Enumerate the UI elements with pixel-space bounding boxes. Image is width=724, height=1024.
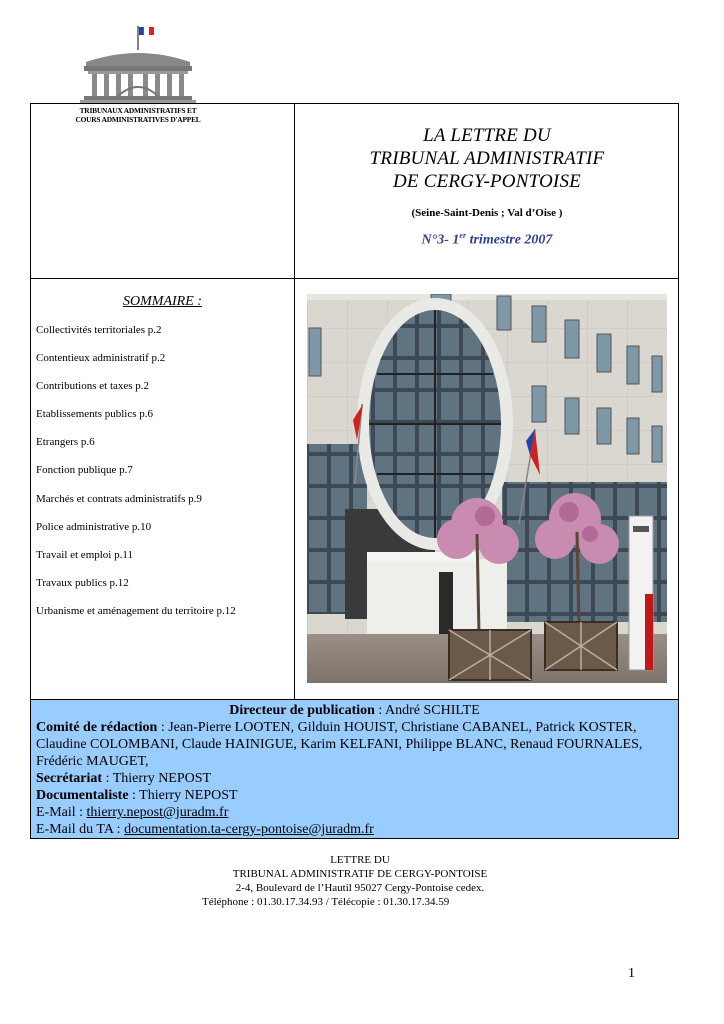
issue-number [295, 231, 679, 249]
toc-item: Contributions et taxes p.2 [36, 380, 150, 393]
table-of-contents [36, 323, 291, 632]
email-link[interactable]: thierry.nepost@juradm.fr [86, 805, 229, 820]
footer-line-1: LETTRE DU [330, 854, 390, 866]
court-building-icon [78, 22, 198, 108]
email-ta-line [36, 821, 673, 838]
toc-item: Travaux publics p.12 [36, 576, 129, 589]
comite-value: : Jean-Pierre LOOTEN, Gilduin HOUIST, Christiane CABANEL, Patrick KOSTER, Claudine COLOMBANI, Claude HAINIGUE, Karim KELFANI, Philippe BLANC, Renaud FOURNALES, Frédéric MAUGET, [36, 720, 643, 769]
departments-subtitle: (Seine-Saint-Denis ; Val d’Oise ) [411, 207, 563, 219]
secretariat-label: Secrétariat [36, 771, 103, 786]
toc-item: Police administrative p.10 [36, 520, 152, 533]
email-label: E-Mail : [36, 805, 87, 820]
sommaire-title: SOMMAIRE : [123, 294, 202, 309]
footer-line-4: Téléphone : 01.30.17.34.93 / Télécopie : 01.30.17.34.59 [202, 896, 450, 908]
issue-suffix: trimestre 2007 [466, 232, 553, 248]
toc-item: Urbanisme et aménagement du territoire p.12 [36, 604, 236, 617]
secretariat-value: : Thierry NEPOST [102, 771, 212, 786]
secretariat-line [36, 770, 673, 787]
toc-item: Etrangers p.6 [36, 436, 95, 449]
comite-label: Comité de rédaction [36, 720, 158, 735]
email-ta-link[interactable]: documentation.ta-cergy-pontoise@juradm.fr [124, 822, 374, 837]
comite-line [36, 719, 673, 770]
footer-line-3: 2-4, Boulevard de l’Hautil 95027 Cergy-Pontoise cedex. [235, 882, 485, 894]
documentaliste-value: : Thierry NEPOST [128, 788, 238, 803]
courthouse-photo [307, 294, 667, 683]
page-number: 1 [628, 966, 635, 981]
logo-line-2: COURS ADMINISTRATIVES D'APPEL [75, 115, 201, 124]
title-line-3: DE CERGY-PONTOISE [393, 171, 581, 192]
issue-superscript: er [459, 231, 467, 240]
newsletter-frame [30, 103, 679, 839]
documentaliste-line [36, 787, 673, 804]
toc-item: Collectivités territoriales p.2 [36, 324, 162, 336]
directeur-line [36, 702, 673, 719]
title-block [295, 124, 679, 249]
email-ta-label: E-Mail du TA : [36, 822, 125, 837]
toc-item: Marchés et contrats administratifs p.9 [36, 492, 202, 505]
logo-line-1: TRIBUNAUX ADMINISTRATIFS ET [79, 106, 197, 115]
title-line-1: LA LETTRE DU [423, 125, 551, 146]
directeur-label: Directeur de publication [229, 703, 375, 718]
toc-item: Contentieux administratif p.2 [36, 352, 166, 365]
toc-item: Fonction publique p.7 [36, 464, 133, 477]
directeur-value: : André SCHILTE [374, 703, 480, 718]
footer-line-2: TRIBUNAL ADMINISTRATIF DE CERGY-PONTOISE [232, 868, 488, 880]
issue-prefix: N°3- 1 [421, 232, 460, 248]
toc-item: Etablissements publics p.6 [36, 408, 154, 421]
courthouse-building-image [307, 294, 667, 683]
credits-box [31, 700, 678, 838]
email-line [36, 804, 673, 821]
toc-item: Travail et emploi p.11 [36, 548, 133, 561]
row-divider-top [31, 278, 678, 279]
documentaliste-label: Documentaliste [36, 788, 129, 803]
title-line-2: TRIBUNAL ADMINISTRATIF [369, 148, 605, 169]
address-footer [140, 853, 580, 909]
